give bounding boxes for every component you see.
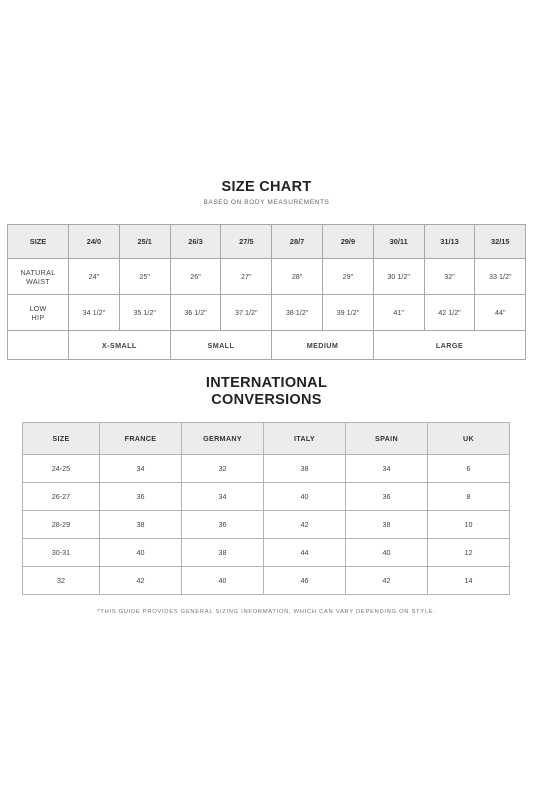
conversions-header-row xyxy=(23,423,510,455)
hip-cell: 35 1/2" xyxy=(119,295,170,331)
table-cell: 34 xyxy=(100,455,182,483)
category-xsmall: X-SMALL xyxy=(69,331,171,360)
size-header-row xyxy=(8,225,526,259)
conversions-title-line2: CONVERSIONS xyxy=(211,392,322,408)
table-cell: 36 xyxy=(100,483,182,511)
hip-row xyxy=(8,295,526,331)
table-cell: 46 xyxy=(264,567,346,595)
hip-label-line1: LOW xyxy=(29,303,47,313)
table-cell: 12 xyxy=(428,539,510,567)
conversions-header-cell: UK xyxy=(428,423,510,455)
waist-cell: 24" xyxy=(69,259,120,295)
size-chart-subtitle: BASED ON BODY MEASUREMENTS xyxy=(203,199,330,206)
footnote: *THIS GUIDE PROVIDES GENERAL SIZING INFORMATION, WHICH CAN VARY DEPENDING ON STYLE. xyxy=(97,609,436,615)
conversions-header-cell: GERMANY xyxy=(182,423,264,455)
table-cell: 42 xyxy=(100,567,182,595)
size-header-cell: 24/0 xyxy=(69,225,120,259)
table-cell: 36 xyxy=(346,483,428,511)
table-row xyxy=(23,567,510,595)
table-cell: 6 xyxy=(428,455,510,483)
conversions-header-cell: SPAIN xyxy=(346,423,428,455)
waist-cell: 30 1/2" xyxy=(373,259,424,295)
size-header-cell: 27/5 xyxy=(221,225,272,259)
table-cell: 36 xyxy=(182,511,264,539)
table-cell: 38 xyxy=(346,511,428,539)
category-small: SMALL xyxy=(170,331,272,360)
table-cell: 34 xyxy=(346,455,428,483)
table-cell: 34 xyxy=(182,483,264,511)
category-medium: MEDIUM xyxy=(272,331,374,360)
category-large: LARGE xyxy=(373,331,525,360)
table-cell: 42 xyxy=(346,567,428,595)
waist-cell: 26" xyxy=(170,259,221,295)
waist-label-line2: WAIST xyxy=(26,276,50,286)
size-header-cell: 25/1 xyxy=(119,225,170,259)
conversions-title xyxy=(0,375,533,409)
hip-cell: 34 1/2" xyxy=(69,295,120,331)
category-blank-cell xyxy=(8,331,69,360)
table-cell: 38 xyxy=(264,455,346,483)
conversions-header-cell: ITALY xyxy=(264,423,346,455)
table-cell: 38 xyxy=(182,539,264,567)
hip-cell: 37 1/2" xyxy=(221,295,272,331)
table-cell: 32 xyxy=(182,455,264,483)
table-row xyxy=(23,483,510,511)
hip-cell: 39 1/2" xyxy=(322,295,373,331)
waist-cell: 28" xyxy=(272,259,323,295)
hip-cell: 42 1/2" xyxy=(424,295,475,331)
size-header-cell: 32/15 xyxy=(475,225,526,259)
table-cell: 10 xyxy=(428,511,510,539)
table-cell: 28-29 xyxy=(23,511,100,539)
conversions-header-cell: FRANCE xyxy=(100,423,182,455)
hip-cell: 36 1/2" xyxy=(170,295,221,331)
size-header-label: SIZE xyxy=(8,225,69,259)
conversions-title-line1: INTERNATIONAL xyxy=(205,375,328,391)
hip-cell: 38 1/2" xyxy=(272,295,323,331)
size-header-cell: 30/11 xyxy=(373,225,424,259)
table-row xyxy=(23,539,510,567)
hip-label-line2: HIP xyxy=(31,312,45,322)
waist-row xyxy=(8,259,526,295)
category-row xyxy=(8,331,526,360)
waist-cell: 33 1/2" xyxy=(475,259,526,295)
size-header-cell: 29/9 xyxy=(322,225,373,259)
waist-cell: 25" xyxy=(119,259,170,295)
waist-cell: 27" xyxy=(221,259,272,295)
hip-cell: 44" xyxy=(475,295,526,331)
table-cell: 40 xyxy=(346,539,428,567)
size-header-cell: 26/3 xyxy=(170,225,221,259)
waist-cell: 29" xyxy=(322,259,373,295)
hip-cell: 41" xyxy=(373,295,424,331)
table-cell: 40 xyxy=(182,567,264,595)
table-cell: 40 xyxy=(100,539,182,567)
table-row xyxy=(23,511,510,539)
size-chart-table xyxy=(7,224,526,360)
table-cell: 24-25 xyxy=(23,455,100,483)
table-cell: 32 xyxy=(23,567,100,595)
size-header-cell: 28/7 xyxy=(272,225,323,259)
conversions-table xyxy=(22,422,510,595)
table-cell: 44 xyxy=(264,539,346,567)
waist-row-label xyxy=(8,259,69,295)
conversions-header-cell: SIZE xyxy=(23,423,100,455)
table-cell: 40 xyxy=(264,483,346,511)
waist-cell: 32" xyxy=(424,259,475,295)
table-cell: 38 xyxy=(100,511,182,539)
table-cell: 8 xyxy=(428,483,510,511)
waist-label-line1: NATURAL xyxy=(20,267,56,277)
table-cell: 30-31 xyxy=(23,539,100,567)
table-row xyxy=(23,455,510,483)
table-cell: 42 xyxy=(264,511,346,539)
table-cell: 14 xyxy=(428,567,510,595)
hip-row-label xyxy=(8,295,69,331)
size-chart-title: SIZE CHART xyxy=(221,179,312,195)
table-cell: 26-27 xyxy=(23,483,100,511)
size-header-cell: 31/13 xyxy=(424,225,475,259)
